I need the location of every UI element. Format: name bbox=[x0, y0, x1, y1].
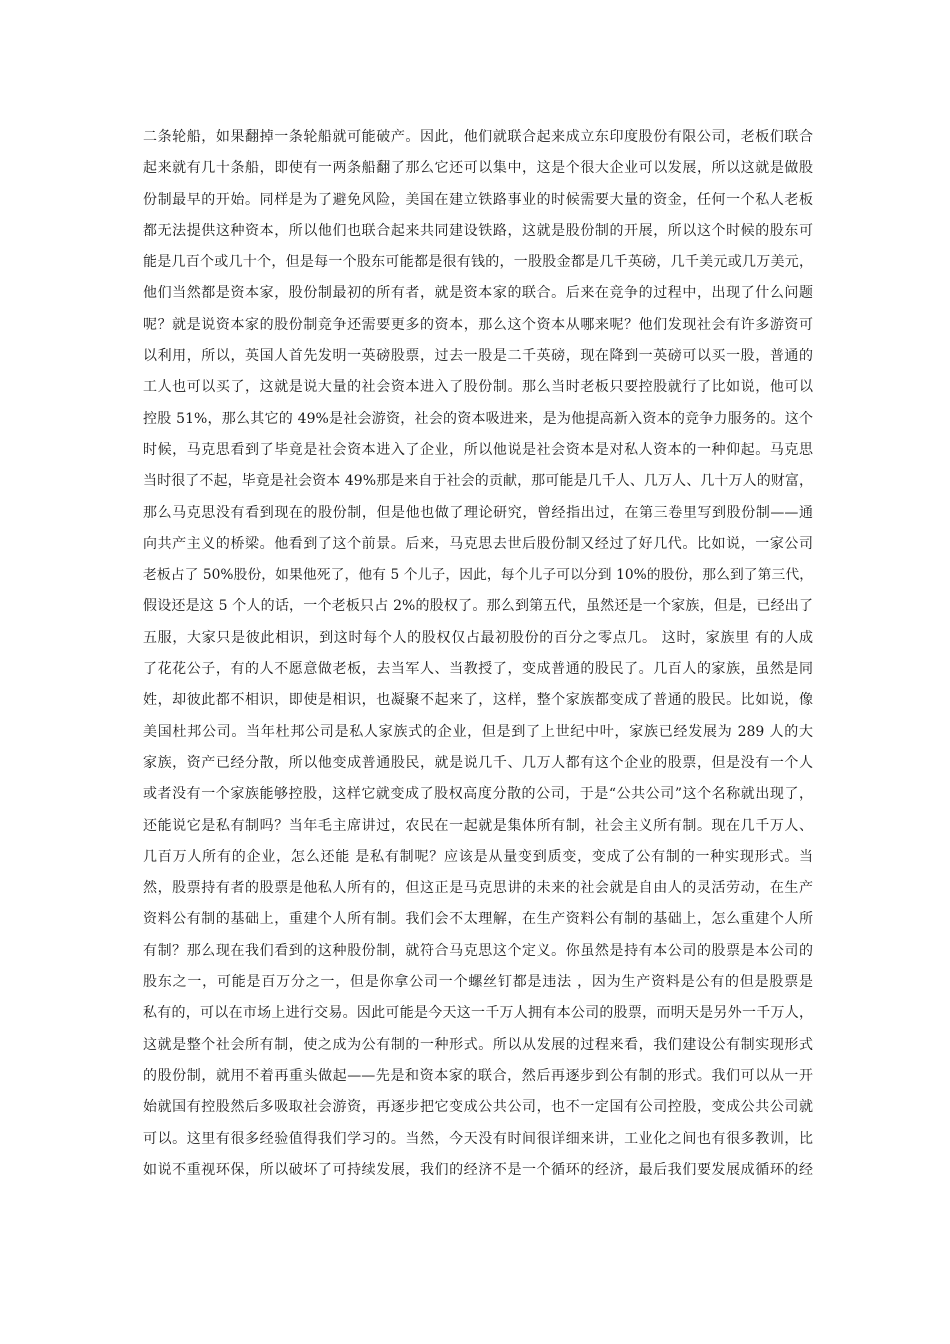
text-line: 如说不重视环保，所以破坏了可持续发展，我们的经济不是一个循环的经济，最后我们要发展成循环的经 bbox=[143, 1161, 813, 1178]
text-line: 五服，大家只是彼此相识，到这时每个人的股权仅占最初股份的百分之零点几。 这时，家族里 有的人成 bbox=[143, 629, 813, 646]
text-line: 都无法提供这种资本，所以他们也联合起来共同建设铁路，这就是股份制的开展，所以这个时候的股东可 bbox=[143, 222, 813, 239]
text-line: 还能说它是私有制吗？当年毛主席讲过，农民在一起就是集体所有制，社会主义所有制。现在几千万人、 bbox=[143, 817, 813, 834]
text-line: 有制？那么现在我们看到的这种股份制，就符合马克思这个定义。你虽然是持有本公司的股票是本公司的 bbox=[143, 942, 813, 959]
text-line: 股东之一，可能是百万分之一，但是你拿公司一个螺丝钉都是违法 ，因为生产资料是公有的但是股票是 bbox=[143, 974, 813, 991]
text-line: 他们当然都是资本家，股份制最初的所有者，就是资本家的联合。后来在竞争的过程中，出现了什么问题 bbox=[143, 285, 813, 302]
text-line: 的股份制，就用不着再重头做起——先是和资本家的联合，然后再逐步到公有制的形式。我们可以从一开 bbox=[143, 1067, 813, 1084]
text-line: 姓，却彼此都不相识，即使是相识，也凝聚不起来了，这样，整个家族都变成了普通的股民。比如说，像 bbox=[143, 692, 813, 709]
text-line: 二条轮船，如果翻掉一条轮船就可能破产。因此，他们就联合起来成立东印度股份有限公司，老板们联合 bbox=[143, 129, 813, 145]
text-line: 时候，马克思看到了毕竟是社会资本进入了企业，所以他说是社会资本是对私人资本的一种仰起。马克思 bbox=[143, 441, 813, 458]
text-line: 这就是整个社会所有制，使之成为公有制的一种形式。所以从发展的过程来看，我们建设公有制实现形式 bbox=[143, 1036, 813, 1053]
text-line: 然，股票持有者的股票是他私人所有的，但这正是马克思讲的未来的社会就是自由人的灵活劳动，在生产 bbox=[143, 880, 813, 897]
text-line: 呢？就是说资本家的股份制竞争还需要更多的资本，那么这个资本从哪来呢？他们发现社会有许多游资可 bbox=[143, 316, 813, 333]
text-line: 始就国有控股然后多吸取社会游资，再逐步把它变成公共公司，也不一定国有公司控股，变成公共公司就 bbox=[143, 1099, 813, 1116]
text-line: 向共产主义的桥梁。他看到了这个前景。后来，马克思去世后股份制又经过了好几代。比如说，一家公司 bbox=[143, 535, 813, 552]
text-line: 可以。这里有很多经验值得我们学习的。当然，今天没有时间很详细来讲，工业化之间也有很多教训，比 bbox=[143, 1130, 813, 1147]
body-text bbox=[143, 122, 813, 1186]
text-line: 老板占了 50%股份，如果他死了，他有 5 个儿子，因此，每个儿子可以分到 10%的股份，那么到了第三代， bbox=[143, 567, 813, 584]
text-line: 控股 51%，那么其它的 49%是社会游资，社会的资本吸进来，是为他提高新入资本的竞争力服务的。这个 bbox=[143, 410, 813, 427]
text-line: 起来就有几十条船，即使有一两条船翻了那么它还可以集中，这是个很大企业可以发展，所以这就是做股 bbox=[143, 160, 813, 177]
text-line: 家族，资产已经分散，所以他变成普通股民，就是说几千、几万人都有这个企业的股票，但是没有一个人 bbox=[143, 754, 813, 771]
text-line: 了花花公子，有的人不愿意做老板，去当军人、当教授了，变成普通的股民了。几百人的家族，虽然是同 bbox=[143, 661, 813, 678]
text-line: 或者没有一个家族能够控股，这样它就变成了股权高度分散的公司，于是“公共公司”这个名称就出现了， bbox=[143, 786, 813, 803]
text-line: 能是几百个或几十个，但是每一个股东可能都是很有钱的，一股股金都是几千英磅，几千美元或几万美元， bbox=[143, 254, 813, 271]
text-line: 以利用，所以，英国人首先发明一英磅股票，过去一股是二千英磅，现在降到一英磅可以买一股，普通的 bbox=[143, 348, 813, 365]
text-line: 私有的，可以在市场上进行交易。因此可能是今天这一千万人拥有本公司的股票，而明天是另外一千万人， bbox=[143, 1005, 813, 1022]
text-line: 当时很了不起，毕竟是社会资本 49%那是来自于社会的贡献，那可能是几千人、几万人、几十万人的财富， bbox=[143, 473, 813, 490]
text-line: 那么马克思没有看到现在的股份制，但是他也做了理论研究，曾经指出过，在第三卷里写到股份制——通 bbox=[143, 504, 813, 521]
text-line: 份制最早的开始。同样是为了避免风险，美国在建立铁路事业的时候需要大量的资金，任何一个私人老板 bbox=[143, 191, 813, 208]
text-line: 几百万人所有的企业，怎么还能 是私有制呢？应该是从量变到质变，变成了公有制的一种实现形式。当 bbox=[143, 848, 813, 865]
text-line: 工人也可以买了，这就是说大量的社会资本进入了股份制。那么当时老板只要控股就行了比如说，他可以 bbox=[143, 379, 813, 396]
text-line: 资料公有制的基础上，重建个人所有制。我们会不太理解，在生产资料公有制的基础上，怎么重建个人所 bbox=[143, 911, 813, 928]
text-line: 美国杜邦公司。当年杜邦公司是私人家族式的企业，但是到了上世纪中叶，家族已经发展为 289 人的大 bbox=[143, 723, 813, 740]
text-line: 假设还是这 5 个人的话，一个老板只占 2%的股权了。那么到第五代，虽然还是一个家族，但是，已经出了 bbox=[143, 598, 813, 615]
